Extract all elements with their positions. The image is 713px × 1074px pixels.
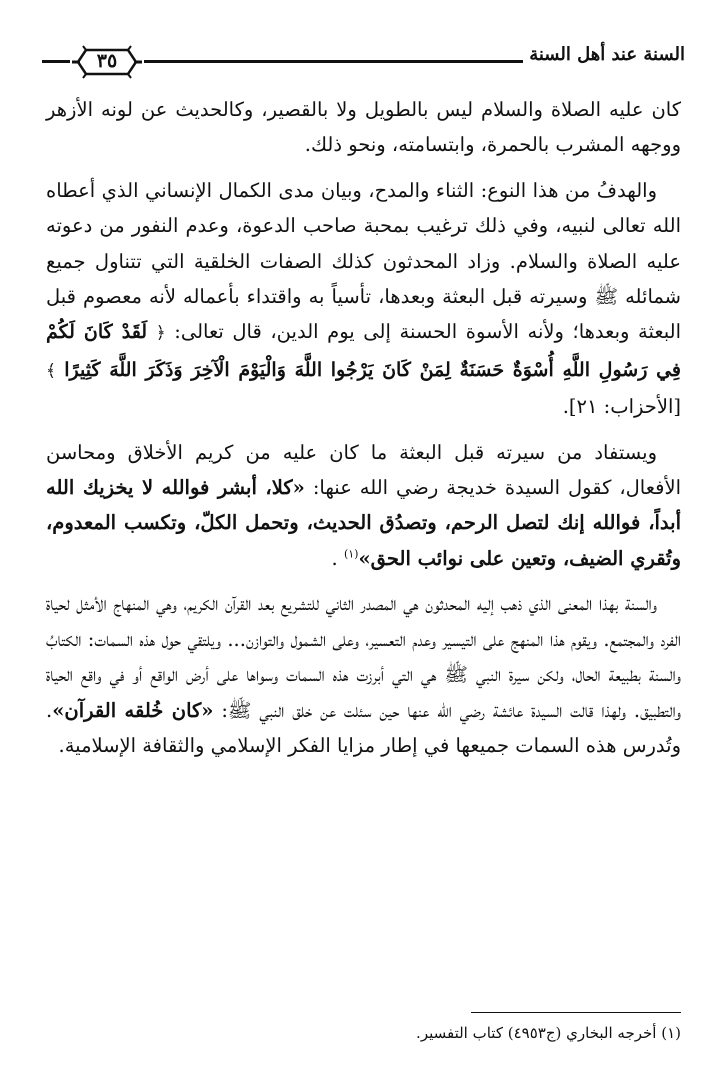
aisha-quote: «كان خُلقه القرآن» <box>52 698 214 722</box>
paragraph-4-text: والسنة بهذا المعنى الذي ذهب إليه المحدثون هي المصدر الثاني للتشريع بعد القرآن الكريم، وهي المنهاج الأمثل لحياة الفرد والمجتمع. ويقوم هذا المنهج على التيسير وعدم التعسير، وعلى الشمول والتوازن... ويلتقي حول هذه السمات: الكتابُ والسنة بطبيعة الحال، ولكن سيرة النبي ﷺ هي التي أبرزت هذه السمات وسواها على أرض الواقع أو في واقع الحياة والتطبيق. ولهذا قالت السيدة عائشة رضي الله عنها حين سئلت عن خلق النبي ﷺ: <box>46 592 681 722</box>
page-header <box>42 38 685 88</box>
paragraph-3-end: . <box>331 546 338 570</box>
running-title: السنة عند أهل السنة <box>529 44 685 65</box>
footnote: (١) أخرجه البخاري (ج٤٩٥٣) كتاب التفسير. <box>416 1024 681 1042</box>
quran-bracket-open: ﴿ <box>155 323 166 344</box>
khadija-quote: «كلا، أبشر فوالله لا يخزيك الله أبداً، فوالله إنك لتصل الرحم، وتصدُق الحديث، وتحمل الكلّ، وتكسب المعدوم، وتُقري الضيف، وتعين على نوائب الحق» <box>46 476 681 570</box>
header-rule-right <box>144 60 523 63</box>
footnote-divider <box>471 1012 681 1013</box>
header-rule-left <box>42 60 70 63</box>
paragraph-4-text-end: . وتُدرس هذه السمات جميعها في إطار مزايا الفكر الإسلامي والثقافة الإسلامية. <box>46 698 681 757</box>
paragraph-4 <box>46 586 681 763</box>
page-number-ornament <box>72 42 142 82</box>
page-number: ٣٥ <box>96 50 118 72</box>
paragraph-3 <box>46 435 681 577</box>
main-text <box>46 92 681 773</box>
paragraph-3-text: ويستفاد من سيرته قبل البعثة ما كان عليه من كريم الأخلاق ومحاسن الأفعال، كقول السيدة خديجة رضي الله عنها: <box>46 440 681 500</box>
verse-reference: [الأحزاب: ٢١]. <box>562 395 681 419</box>
quran-verse: لَقَدْ كَانَ لَكُمْ فِي رَسُولِ اللَّهِ أُسْوَةٌ حَسَنَةٌ لِمَنْ كَانَ يَرْجُوا اللَّهَ وَالْيَوْمَ الْآخِرَ وَذَكَرَ اللَّهَ كَثِيرًا <box>46 321 681 381</box>
paragraph-2 <box>46 173 681 425</box>
paragraph-1 <box>46 92 681 163</box>
quran-bracket-close: ﴾ <box>46 360 56 381</box>
paragraph-1-text: كان عليه الصلاة والسلام ليس بالطويل ولا بالقصير، وكالحديث عن لونه الأزهر ووجهه المشرب بالحمرة، وابتسامته، ونحو ذلك. <box>46 98 681 157</box>
paragraph-2-text: والهدفُ من هذا النوع: الثناء والمدح، وبيان مدى الكمال الإنساني الذي أعطاه الله تعالى لنبيه، وفي ذلك ترغيب بمحبة صاحب الدعوة، وعدم النفور من دعوته عليه الصلاة والسلام. وزاد المحدثون كذلك الصفات الخلقية التي تتناول جميع شمائله ﷺ وسيرته قبل البعثة وبعدها، تأسياً به واقتداء بأعماله لأنه معصوم قبل البعثة وبعدها؛ ولأنه الأسوة الحسنة إلى يوم الدين، قال تعالى: <box>46 178 681 344</box>
footnote-marker[interactable]: (١) <box>343 547 359 561</box>
